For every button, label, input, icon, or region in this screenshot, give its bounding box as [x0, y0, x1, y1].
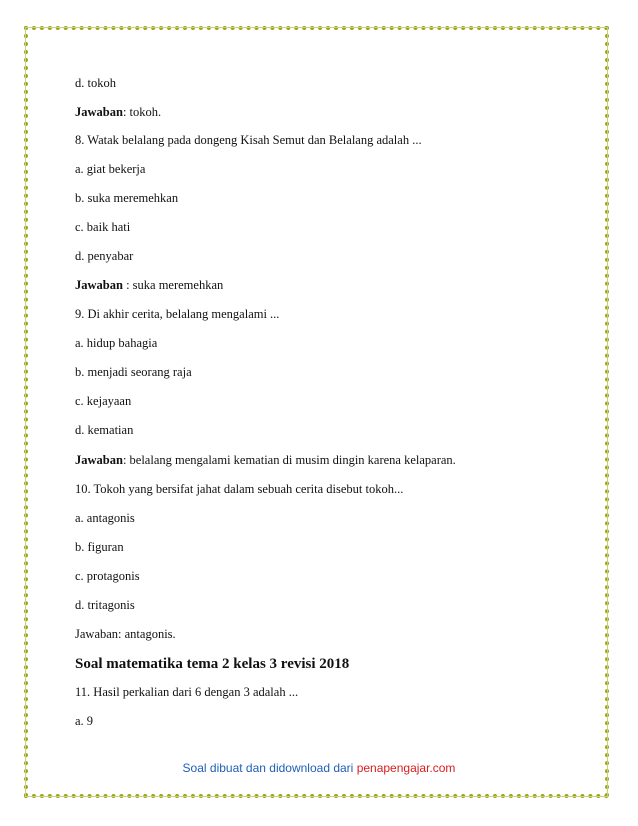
- option-line: d. tritagonis: [75, 598, 135, 612]
- option-line: b. menjadi seorang raja: [75, 365, 192, 379]
- option-line: c. protagonis: [75, 569, 140, 583]
- option-line: c. baik hati: [75, 220, 131, 234]
- footer-site-link[interactable]: penapengajar.com: [356, 761, 456, 775]
- option-line: d. penyabar: [75, 249, 134, 263]
- answer-line: Jawaban : suka meremehkan: [75, 278, 224, 292]
- answer-line: Jawaban: tokoh.: [75, 105, 162, 119]
- option-line: d. kematian: [75, 423, 134, 437]
- answer-line: Jawaban: belalang mengalami kematian di musim dingin karena kelaparan.: [75, 453, 456, 467]
- page-footer: [0, 760, 638, 776]
- footer-text: Soal dibuat dan didownload dari: [182, 761, 357, 775]
- option-line: a. 9: [75, 714, 94, 728]
- option-line: a. giat bekerja: [75, 162, 146, 176]
- option-line: a. antagonis: [75, 511, 135, 525]
- answer-line: Jawaban: antagonis.: [75, 627, 176, 641]
- option-line: b. figuran: [75, 540, 124, 554]
- question-line: 11. Hasil perkalian dari 6 dengan 3 adalah ...: [75, 685, 299, 699]
- question-line: 8. Watak belalang pada dongeng Kisah Semut dan Belalang adalah ...: [75, 133, 422, 147]
- option-line: d. tokoh: [75, 76, 116, 90]
- section-heading: Soal matematika tema 2 kelas 3 revisi 2018: [75, 656, 350, 672]
- option-line: a. hidup bahagia: [75, 336, 158, 350]
- question-line: 9. Di akhir cerita, belalang mengalami ...: [75, 307, 280, 321]
- option-line: b. suka meremehkan: [75, 191, 179, 205]
- question-line: 10. Tokoh yang bersifat jahat dalam sebuah cerita disebut tokoh...: [75, 482, 404, 496]
- option-line: c. kejayaan: [75, 394, 132, 408]
